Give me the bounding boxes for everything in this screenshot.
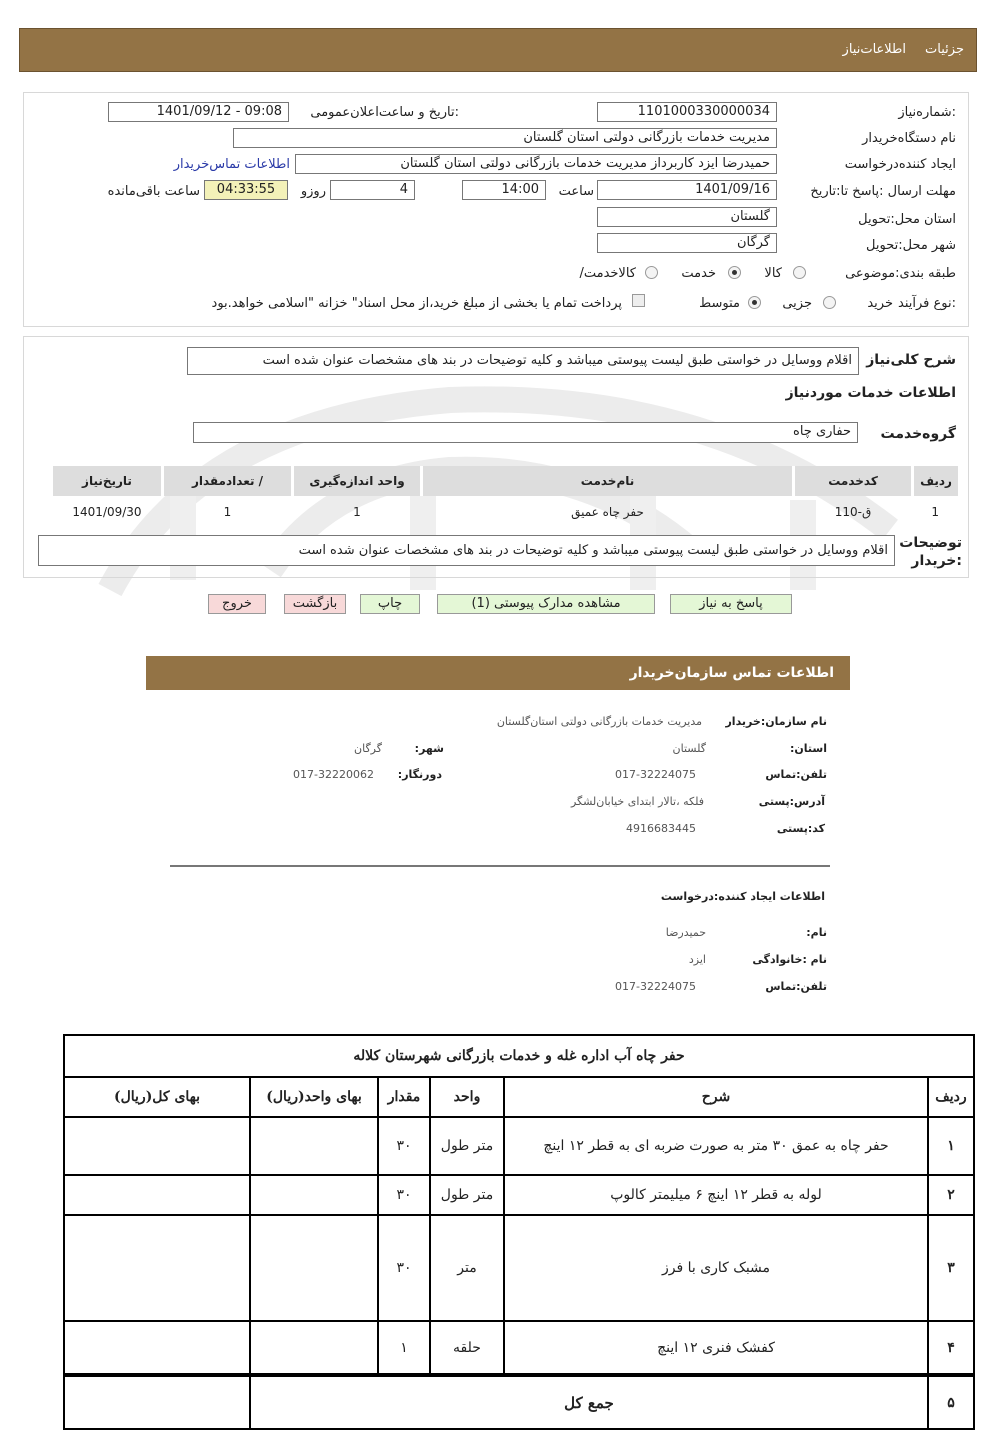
time-label: ساعت [558, 184, 594, 199]
contact-city-label: :شهر [414, 742, 444, 755]
creator-info-title: اطلاعات ایجاد کننده:درخواست [660, 890, 825, 903]
contact-phone-label: تلفن:تماس [765, 768, 827, 781]
total-label: جمع کل [250, 1375, 928, 1429]
cell-unit: حلقه [430, 1321, 504, 1375]
contact-fax-label: :دورنگار [397, 768, 442, 781]
buyer-field[interactable]: مدیریت خدمات بازرگانی دولتی استان گلستان [233, 128, 777, 148]
breadcrumb-section[interactable]: اطلاعات‌نیاز [842, 42, 906, 57]
cell-total-price [64, 1175, 250, 1215]
col-service-name: نام‌خدمت [422, 466, 794, 496]
breadcrumb-current[interactable]: جزئیات [925, 42, 964, 57]
cell-unit: متر طول [430, 1117, 504, 1175]
cell-unit-price [250, 1117, 378, 1175]
cell-service-code: ق-110 [834, 505, 872, 519]
contact-address-value: فلکه ،تالار ابتدای خیابان‌لشگر [570, 795, 704, 808]
province-label: استان محل:تحویل [858, 212, 956, 227]
col-need-date: تاریخ‌نیاز [52, 466, 163, 496]
org-label: نام سازمان:خریدار [725, 715, 827, 728]
days-field[interactable]: 4 [330, 180, 415, 200]
category-goods-service-radio[interactable] [645, 266, 658, 279]
creator-phone-label: تلفن:تماس [765, 980, 827, 993]
contact-province-label: :استان [789, 742, 827, 755]
price-col-unit-price: بهای واحد(ریال) [250, 1077, 378, 1117]
contact-address-label: آدرس:پستی [758, 795, 825, 808]
pricing-table-header [64, 1077, 974, 1117]
process-medium-label: متوسط [699, 296, 740, 311]
services-header: اطلاعات خدمات موردنیاز [785, 385, 956, 401]
creator-family-value: ایزد [688, 953, 706, 966]
service-group-label: گروه‌خدمت [880, 426, 956, 442]
services-table [50, 466, 958, 528]
creator-phone-value: 017-32224075 [615, 980, 696, 993]
service-group-field[interactable]: حفاری چاه [193, 422, 858, 443]
need-number-label: شماره‌نیاز: [898, 105, 956, 120]
category-service-label: خدمت [681, 266, 716, 281]
table-row [64, 1175, 974, 1215]
col-service-code: کدخدمت [794, 466, 913, 496]
print-button[interactable]: چاپ [360, 594, 420, 614]
process-partial-label: جزیی [782, 296, 812, 311]
cell-description: مشبک کاری با فرز [504, 1215, 928, 1321]
treasury-payment-label: پرداخت تمام یا بخشی از مبلغ خرید،از محل اسناد" خزانه "اسلامی خواهد.بود [211, 296, 622, 311]
buyer-notes-label: توضیحات :خریدار [899, 535, 962, 569]
pricing-table [63, 1034, 975, 1430]
cell-unit-price [250, 1175, 378, 1215]
total-row-number: ۵ [928, 1375, 974, 1429]
contact-postal-value: 4916683445 [626, 822, 696, 835]
cell-quantity: 1 [223, 505, 232, 519]
total-row [64, 1375, 974, 1429]
category-goods-radio[interactable] [793, 266, 806, 279]
province-field[interactable]: گلستان [597, 207, 777, 227]
process-medium-radio[interactable] [748, 296, 761, 309]
creator-label: ایجاد کننده‌درخواست [844, 157, 956, 172]
cell-row: 1 [931, 505, 940, 519]
category-label: طبقه بندی:موضوعی [845, 266, 956, 281]
contact-postal-label: کد:پستی [776, 822, 825, 835]
table-row [64, 1215, 974, 1321]
org-value: مدیریت خدمات بازرگانی دولتی استان‌گلستان [496, 715, 702, 728]
cell-quantity: ۱ [378, 1321, 430, 1375]
col-row: ردیف [913, 466, 959, 496]
days-label: روزو [300, 184, 326, 199]
cell-row: ۲ [928, 1175, 974, 1215]
cell-need-date: 1401/09/30 [72, 505, 142, 519]
cell-total-price [64, 1215, 250, 1321]
category-service-radio[interactable] [728, 266, 741, 279]
contact-divider [170, 865, 830, 867]
deadline-date-field[interactable]: 1401/09/16 [597, 180, 777, 200]
services-table-header [52, 466, 959, 496]
breadcrumb-bar [19, 28, 977, 72]
announce-field[interactable]: 1401/09/12 - 09:08 [108, 102, 289, 122]
cell-quantity: ۳۰ [378, 1175, 430, 1215]
table-row [64, 1117, 974, 1175]
total-value [64, 1375, 250, 1429]
price-col-description: شرح [504, 1077, 928, 1117]
creator-family-label: نام :خانوادگی [752, 953, 827, 966]
category-goods-service-label: /کالاخدمت [579, 266, 636, 281]
col-quantity: / تعدادمقدار [163, 466, 293, 496]
cell-quantity: ۳۰ [378, 1117, 430, 1175]
category-goods-label: کالا [764, 266, 782, 281]
contact-header-bar [146, 656, 850, 690]
contact-fax-value: 017-32220062 [293, 768, 374, 781]
remaining-label: ساعت باقی‌مانده [107, 184, 200, 199]
summary-field[interactable]: اقلام ووسایل در خواستی طبق لیست پیوستی میباشد و کلیه توضیحات در بند های مشخصات عنوان شده است [187, 347, 859, 375]
need-number-field[interactable]: 1101000330000034 [597, 102, 777, 122]
reply-button[interactable]: پاسخ به نیاز [670, 594, 792, 614]
price-col-unit: واحد [430, 1077, 504, 1117]
price-col-quantity: مقدار [378, 1077, 430, 1117]
cell-description: لوله به قطر ۱۲ اینچ ۶ میلیمتر کالوپ [504, 1175, 928, 1215]
back-button[interactable]: بازگشت [284, 594, 346, 614]
cell-description: حفر چاه به عمق ۳۰ متر به صورت ضربه ای به قطر ۱۲ اینچ [504, 1117, 928, 1175]
cell-row: ۱ [928, 1117, 974, 1175]
process-buy-label: خرید [867, 296, 893, 311]
treasury-payment-checkbox[interactable] [632, 294, 645, 307]
contact-province-value: گلستان [672, 742, 706, 755]
process-label: نوع فرآیند: [898, 296, 956, 311]
cell-unit-price [250, 1215, 378, 1321]
cell-total-price [64, 1117, 250, 1175]
buyer-contact-link[interactable]: اطلاعات تماس‌خریدار [173, 157, 290, 172]
table-row [64, 1321, 974, 1375]
contact-phone-value: 017-32224075 [615, 768, 696, 781]
cell-unit: متر [430, 1215, 504, 1321]
creator-field[interactable]: حمیدرضا ایزد کاربرداز مدیریت خدمات بازرگانی دولتی استان گلستان [295, 154, 777, 174]
price-col-total-price: بهای کل(ریال) [64, 1077, 250, 1117]
cell-service-name: حفر چاه عمیق [571, 505, 644, 519]
cell-total-price [64, 1321, 250, 1375]
col-unit: واحد اندازه‌گیری [293, 466, 422, 496]
cell-unit-price [250, 1321, 378, 1375]
cell-quantity: ۳۰ [378, 1215, 430, 1321]
cell-description: کفشک فنری ۱۲ اینچ [504, 1321, 928, 1375]
cell-row: ۳ [928, 1215, 974, 1321]
city-field[interactable]: گرگان [597, 233, 777, 253]
summary-label: شرح کلی‌نیاز [866, 352, 956, 368]
cell-row: ۴ [928, 1321, 974, 1375]
cell-unit: متر طول [430, 1175, 504, 1215]
exit-button[interactable]: خروج [208, 594, 266, 614]
price-col-row: ردیف [928, 1077, 974, 1117]
announce-label: تاریخ و ساعت‌اعلان‌عمومی: [310, 105, 459, 120]
pricing-table-title: حفر چاه آب اداره غله و خدمات بازرگانی شهرستان کلاله [64, 1035, 974, 1077]
creator-name-label: :نام [806, 926, 827, 939]
city-label: شهر محل:تحویل [866, 238, 956, 253]
remaining-time-field: 04:33:55 [204, 180, 288, 200]
contact-city-value: گرگان [354, 742, 382, 755]
buyer-label: نام دستگاه‌خریدار [862, 131, 956, 146]
creator-name-value: حمیدرضا [665, 926, 706, 939]
contact-title: اطلاعات تماس سازمان‌خریدار [629, 665, 834, 681]
deadline-label: مهلت ارسال :پاسخ تا:تاریخ [810, 184, 956, 199]
cell-unit: 1 [353, 505, 361, 519]
process-partial-radio[interactable] [823, 296, 836, 309]
attachments-button[interactable]: مشاهده مدارک پیوستی (1) [437, 594, 655, 614]
table-row [52, 496, 959, 528]
buyer-notes-field[interactable]: اقلام ووسایل در خواستی طبق لیست پیوستی میباشد و کلیه توضیحات در بند های مشخصات عنوان شده است [38, 535, 895, 566]
deadline-time-field[interactable]: 14:00 [462, 180, 546, 200]
